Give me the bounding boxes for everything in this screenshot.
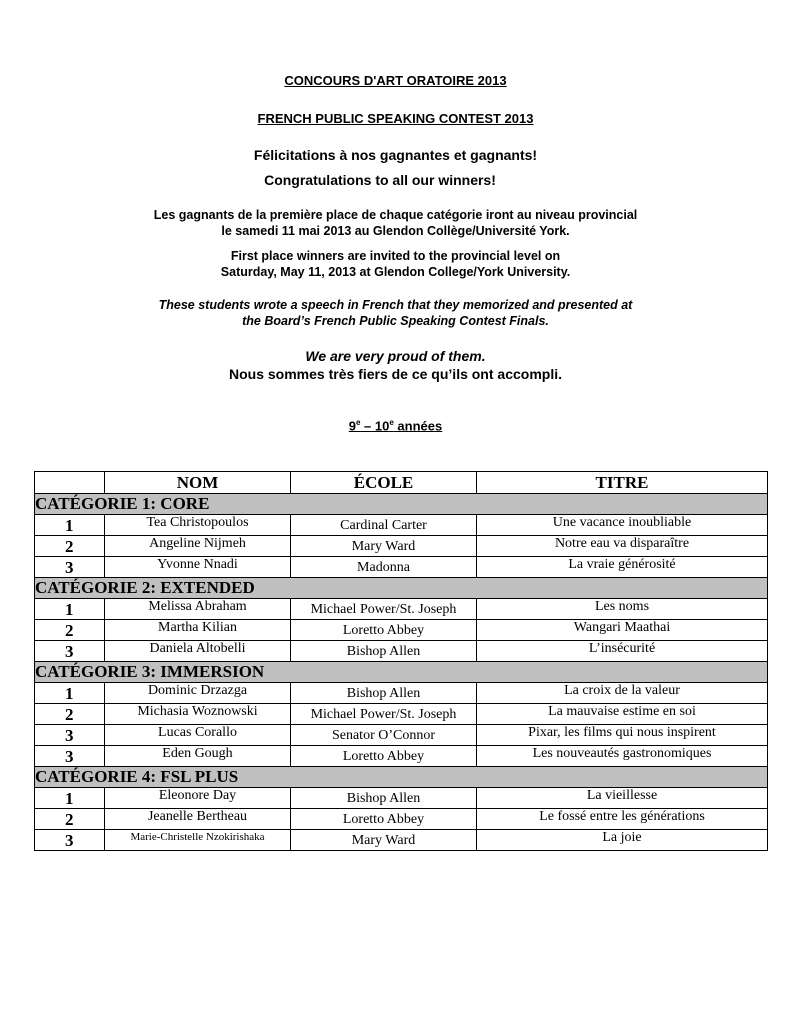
name-cell: Eleonore Day: [105, 788, 291, 809]
category-label: CATÉGORIE 1: CORE: [35, 494, 768, 515]
title-cell: Les nouveautés gastronomiques: [477, 746, 768, 767]
name-cell: Lucas Corallo: [105, 725, 291, 746]
name-cell: Michasia Woznowski: [105, 704, 291, 725]
speech-note-line-1: These students wrote a speech in French that they memorized and presented at: [158, 298, 633, 312]
grade-9: 9: [348, 418, 356, 434]
category-row: [35, 494, 768, 515]
table-row: [35, 620, 768, 641]
table-row: [35, 536, 768, 557]
rank-cell: 1: [35, 683, 105, 704]
title-cell: La joie: [477, 830, 768, 851]
rank-cell: 1: [35, 515, 105, 536]
grade-word: années: [393, 418, 443, 434]
grade-heading: [0, 418, 791, 433]
table-row: [35, 725, 768, 746]
rank-cell: 3: [35, 830, 105, 851]
congrats-en: Congratulations to all our winners!: [264, 172, 496, 188]
school-cell: Senator O’Connor: [291, 725, 477, 746]
table-row: [35, 599, 768, 620]
category-row: [35, 662, 768, 683]
rank-cell: 2: [35, 809, 105, 830]
school-cell: Bishop Allen: [291, 641, 477, 662]
proud-en: We are very proud of them.: [305, 348, 486, 364]
table-row: [35, 683, 768, 704]
rank-cell: 3: [35, 746, 105, 767]
results-table: [34, 471, 768, 851]
speech-note: [0, 297, 791, 329]
table-row: [35, 515, 768, 536]
table-header-row: [35, 472, 768, 494]
school-cell: Loretto Abbey: [291, 746, 477, 767]
congrats-fr: Félicitations à nos gagnantes et gagnants!: [253, 147, 538, 163]
table-row: [35, 557, 768, 578]
rank-cell: 2: [35, 536, 105, 557]
school-cell: Michael Power/St. Joseph: [291, 599, 477, 620]
header-titre: TITRE: [477, 472, 768, 494]
grade-dash: – 10: [360, 418, 390, 434]
school-cell: Mary Ward: [291, 830, 477, 851]
title-cell: Une vacance inoubliable: [477, 515, 768, 536]
category-label: CATÉGORIE 3: IMMERSION: [35, 662, 768, 683]
grade-sup-2: e: [389, 418, 394, 427]
name-cell: Dominic Drzazga: [105, 683, 291, 704]
title-cell: Pixar, les films qui nous inspirent: [477, 725, 768, 746]
title-cell: Le fossé entre les générations: [477, 809, 768, 830]
table-row: [35, 788, 768, 809]
rank-cell: 2: [35, 620, 105, 641]
provincial-en-line-2: Saturday, May 11, 2013 at Glendon College/York University.: [220, 265, 571, 279]
rank-cell: 3: [35, 725, 105, 746]
table-row: [35, 641, 768, 662]
category-label: CATÉGORIE 2: EXTENDED: [35, 578, 768, 599]
rank-cell: 1: [35, 599, 105, 620]
name-cell: Melissa Abraham: [105, 599, 291, 620]
school-cell: Loretto Abbey: [291, 809, 477, 830]
header-nom: NOM: [105, 472, 291, 494]
school-cell: Cardinal Carter: [291, 515, 477, 536]
name-cell: Tea Christopoulos: [105, 515, 291, 536]
name-cell: Eden Gough: [105, 746, 291, 767]
school-cell: Michael Power/St. Joseph: [291, 704, 477, 725]
category-row: [35, 578, 768, 599]
title-cell: La vraie générosité: [477, 557, 768, 578]
table-row: [35, 704, 768, 725]
title-cell: La mauvaise estime en soi: [477, 704, 768, 725]
rank-cell: 2: [35, 704, 105, 725]
name-cell: Daniela Altobelli: [105, 641, 291, 662]
name-cell: Marie-Christelle Nzokirishaka: [105, 830, 291, 851]
school-cell: Mary Ward: [291, 536, 477, 557]
rank-cell: 3: [35, 641, 105, 662]
category-row: [35, 767, 768, 788]
school-cell: Madonna: [291, 557, 477, 578]
category-label: CATÉGORIE 4: FSL PLUS: [35, 767, 768, 788]
provincial-fr-line-1: Les gagnants de la première place de chaque catégorie iront au niveau provincial: [153, 208, 638, 222]
rank-cell: 3: [35, 557, 105, 578]
provincial-note-fr: [0, 207, 791, 239]
title-cell: Les noms: [477, 599, 768, 620]
header-ecole: ÉCOLE: [291, 472, 477, 494]
name-cell: Angeline Nijmeh: [105, 536, 291, 557]
name-cell: Martha Kilian: [105, 620, 291, 641]
title-fr: CONCOURS D'ART ORATOIRE 2013: [284, 73, 507, 88]
title-en: FRENCH PUBLIC SPEAKING CONTEST 2013: [257, 111, 534, 126]
title-cell: L’insécurité: [477, 641, 768, 662]
school-cell: Loretto Abbey: [291, 620, 477, 641]
title-cell: La croix de la valeur: [477, 683, 768, 704]
table-row: [35, 809, 768, 830]
provincial-fr-line-2: le samedi 11 mai 2013 au Glendon Collège/Université York.: [221, 224, 570, 238]
title-cell: La vieillesse: [477, 788, 768, 809]
proud-fr: Nous sommes très fiers de ce qu’ils ont accompli.: [229, 366, 562, 382]
school-cell: Bishop Allen: [291, 788, 477, 809]
grade-sup-1: e: [355, 418, 361, 427]
rank-cell: 1: [35, 788, 105, 809]
title-cell: Notre eau va disparaître: [477, 536, 768, 557]
speech-note-line-2: the Board’s French Public Speaking Contest Finals.: [242, 314, 549, 328]
provincial-note-en: [0, 248, 791, 280]
title-cell: Wangari Maathai: [477, 620, 768, 641]
name-cell: Jeanelle Bertheau: [105, 809, 291, 830]
school-cell: Bishop Allen: [291, 683, 477, 704]
name-cell: Yvonne Nnadi: [105, 557, 291, 578]
table-row: [35, 830, 768, 851]
table-row: [35, 746, 768, 767]
header-rank: [35, 472, 105, 494]
provincial-en-line-1: First place winners are invited to the provincial level on: [230, 249, 561, 263]
